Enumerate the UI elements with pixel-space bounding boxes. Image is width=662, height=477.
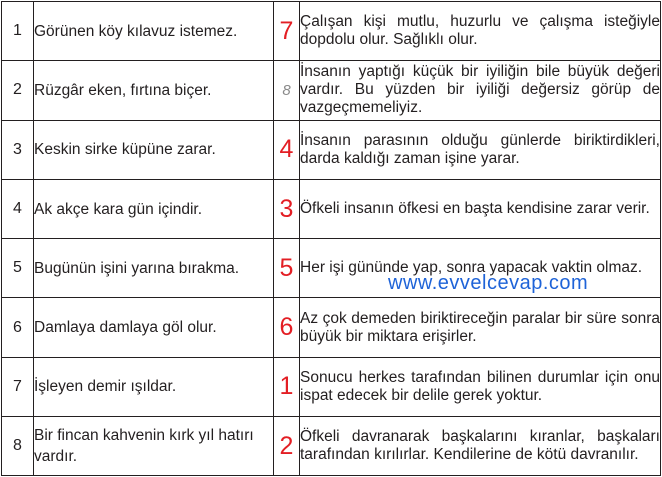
- row-number: 6: [2, 298, 34, 357]
- answer-number: 8: [274, 61, 300, 120]
- proverb-text: Keskin sirke küpüne zarar.: [34, 120, 274, 179]
- table-row: [2, 120, 661, 179]
- table-row: [2, 179, 661, 238]
- answer-number: 1: [274, 357, 300, 416]
- row-number: 5: [2, 239, 34, 298]
- row-number: 7: [2, 357, 34, 416]
- table-row: [2, 417, 661, 476]
- meaning-text: Öfkeli insanın öfkesi en başta kendisine zarar verir.: [300, 179, 661, 238]
- row-number: 4: [2, 179, 34, 238]
- table-row: [2, 61, 661, 120]
- proverb-text: İşleyen demir ışıldar.: [34, 357, 274, 416]
- answer-number: 7: [274, 2, 300, 61]
- meaning-text: İnsanın parasının olduğu günlerde biriktirdikleri, darda kaldığı zaman işine yarar.: [300, 120, 661, 179]
- row-number: 3: [2, 120, 34, 179]
- meaning-text: Sonucu herkes tarafından bilinen durumlar için onu ispat edecek bir delile gerek yoktur.: [300, 357, 661, 416]
- table-row: [2, 2, 661, 61]
- answer-number: 6: [274, 298, 300, 357]
- row-number: 8: [2, 417, 34, 476]
- proverb-text: Damlaya damlaya göl olur.: [34, 298, 274, 357]
- proverb-text: Ak akçe kara gün içindir.: [34, 179, 274, 238]
- proverb-text: Rüzgâr eken, fırtına biçer.: [34, 61, 274, 120]
- table-row: [2, 298, 661, 357]
- row-number: 2: [2, 61, 34, 120]
- answer-number: 3: [274, 179, 300, 238]
- meaning-text: Öfkeli davranarak başkalarını kıranlar, başkaları tarafından kırılırlar. Kendilerine de kötü davranılır.: [300, 417, 661, 476]
- table-row: [2, 357, 661, 416]
- proverb-text: Bugünün işini yarına bırakma.: [34, 239, 274, 298]
- meaning-text: Her işi gününde yap, sonra yapacak vaktin olmaz.: [300, 239, 661, 298]
- answer-number: 2: [274, 417, 300, 476]
- matching-table: [1, 1, 661, 476]
- proverb-text: Bir fincan kahvenin kırk yıl hatırı vardır.: [34, 417, 274, 476]
- answer-number: 4: [274, 120, 300, 179]
- row-number: 1: [2, 2, 34, 61]
- meaning-text: Az çok demeden biriktireceğin paralar bir süre sonra büyük bir miktara erişirler.: [300, 298, 661, 357]
- proverb-text: Görünen köy kılavuz istemez.: [34, 2, 274, 61]
- answer-number: 5: [274, 239, 300, 298]
- meaning-text: İnsanın yaptığı küçük bir iyiliğin bile büyük değeri vardır. Bu yüzden bir iyiliği değersiz görüp de vazgeçmemeliyiz.: [300, 61, 661, 120]
- meaning-text: Çalışan kişi mutlu, huzurlu ve çalışma isteğiyle dopdolu olur. Sağlıklı olur.: [300, 2, 661, 61]
- watermark-text: www.evvelcevap.com: [388, 272, 589, 294]
